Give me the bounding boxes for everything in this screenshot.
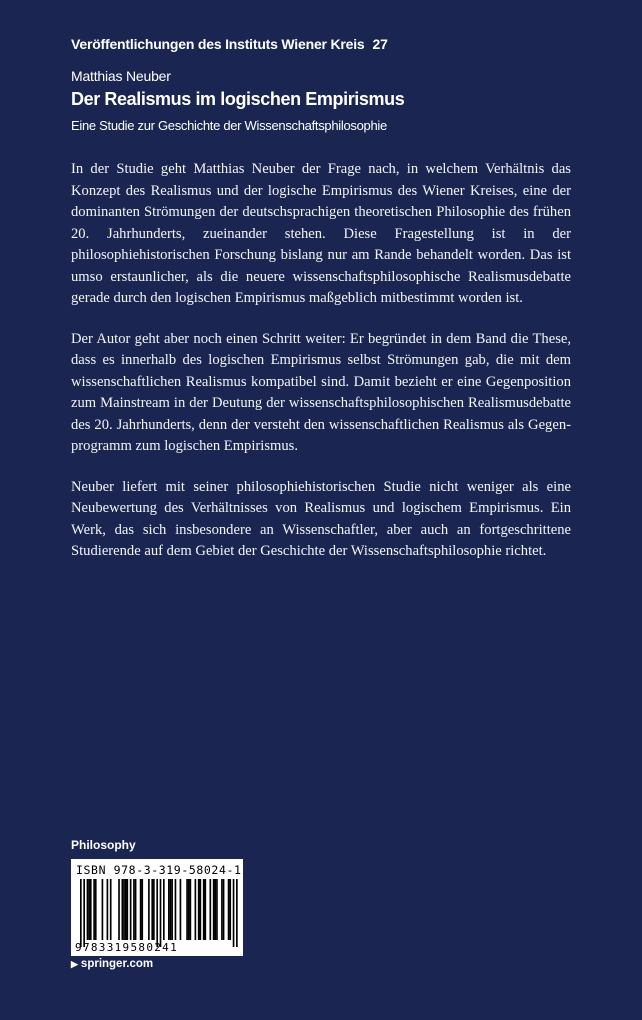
series-line (71, 36, 388, 52)
barcode-bar (130, 879, 132, 940)
barcode-bar (216, 879, 218, 940)
barcode-bar (133, 879, 135, 940)
series-name: Veröffentlichungen des Instituts Wiener Kreis (71, 36, 365, 52)
blurb-paragraph-1: In der Studie geht Matthias Neuber der Frage nach, in welchem Verhältnis das Konzept des Realismus und der logische Empirismus des Wiener Kreises, eine der dominanten Strömungen der deutschsprachigen theoretischen Philosophie des frühen 20. Jahrhunderts, zueinander stehen. Diese Fragestellung ist in der philosophiehistorischen Forschung bislang nur am Rande behandelt worden. Das ist umso erstaunlicher, als die neuere wissenschaftsphilosophische Realismusdebatte gerade durch den logischen Empirismus maßgeblich mitbestimmt worden ist. (71, 161, 571, 306)
barcode-bar (151, 879, 153, 940)
barcode-bar (195, 879, 197, 940)
barcode-bar (118, 879, 120, 940)
barcode-bar (93, 879, 95, 940)
publisher-url: springer.com (80, 958, 154, 970)
book-subtitle: Eine Studie zur Geschichte der Wissenschaftsphilosophie (71, 118, 387, 133)
barcode-bar (200, 879, 202, 940)
ean-digits (75, 941, 178, 954)
barcode-bar (223, 879, 225, 940)
barcode-bar (102, 879, 104, 940)
blurb-paragraph-3: Neuber liefert mit seiner philosophiehistorischen Studie nicht weniger als eine Neubewertung des Verhältnisses von Realismus und logischem Empirismus. Ein Werk, das sich insbesondere an Wissenschaftler, aber auch an fortgeschrittene Studierende auf dem Gebiet der Geschichte der Wissenschaftsphilosophie richtet. (71, 478, 571, 559)
barcode-bar (236, 879, 238, 947)
barcode-bar (188, 879, 190, 940)
ean-first-digit: 9 (75, 941, 83, 954)
blurb-paragraph-2: Der Autor geht aber noch einen Schritt weiter: Er begründet in dem Band die These, dass es innerhalb des logischen Empirismus selbst Strömungen gab, die mit dem wissenschaftlichen Realismus kompatibel sind. Damit bezieht er eine Gegenposition zum Mainstream in der Deutung der wissenschaftsphilosophischen Realismusdebatte des 20. Jahrhunderts, denn der versteht den wissenschaftlichen Realismus als Gegenprogramm zum logischen Empirismus. (71, 330, 571, 454)
barcode-bar (180, 879, 182, 940)
barcode-bar (122, 879, 124, 940)
book-title: Der Realismus im logischen Empirismus (71, 89, 405, 109)
barcode-bar (87, 879, 89, 940)
barcode-bar (214, 879, 216, 940)
barcode-bar (135, 879, 137, 940)
barcode-bar (171, 879, 173, 940)
barcode-bar (175, 879, 177, 940)
barcode-bar (88, 879, 90, 940)
isbn-barcode (71, 859, 243, 956)
series-number: 27 (372, 36, 388, 52)
publisher-link[interactable] (71, 958, 153, 970)
barcode-bar (125, 879, 127, 940)
barcode-bar (233, 879, 235, 947)
ean-left-group: 783319 (82, 941, 131, 954)
barcode-bar (140, 879, 142, 940)
barcode-bar (186, 879, 188, 940)
barcode-bar (153, 879, 155, 940)
barcode-bar (190, 879, 192, 940)
barcode-bar (80, 879, 82, 947)
barcode-bar (156, 879, 158, 947)
barcode-bar (83, 879, 85, 947)
barcode-bar (170, 879, 172, 940)
barcode-bar (160, 879, 162, 947)
barcode-bar (198, 879, 200, 940)
subject-category: Philosophy (71, 838, 136, 852)
barcode-bar (126, 879, 128, 940)
barcode-bar (95, 879, 97, 940)
barcode-bar (90, 879, 92, 940)
barcode-bar (141, 879, 143, 940)
isbn-label: ISBN 978-3-319-58024-1 (76, 863, 242, 877)
book-author: Matthias Neuber (71, 68, 171, 84)
barcode-bar (209, 879, 211, 940)
barcode-bar (228, 879, 230, 940)
barcode-bar (205, 879, 207, 940)
ean-right-group: 580241 (130, 941, 179, 954)
barcode-bar (168, 879, 170, 940)
barcode-bar (148, 879, 150, 940)
barcode-bar (110, 879, 112, 940)
barcode-bar (221, 879, 223, 940)
barcode-bar (107, 879, 109, 940)
barcode-bar (213, 879, 215, 940)
triangle-right-icon: ▶ (71, 959, 78, 969)
barcode-bar (123, 879, 125, 940)
barcode-bar (163, 879, 165, 940)
back-cover-blurb (71, 159, 571, 582)
barcode-bar (229, 879, 231, 940)
barcode-bar (203, 879, 205, 940)
